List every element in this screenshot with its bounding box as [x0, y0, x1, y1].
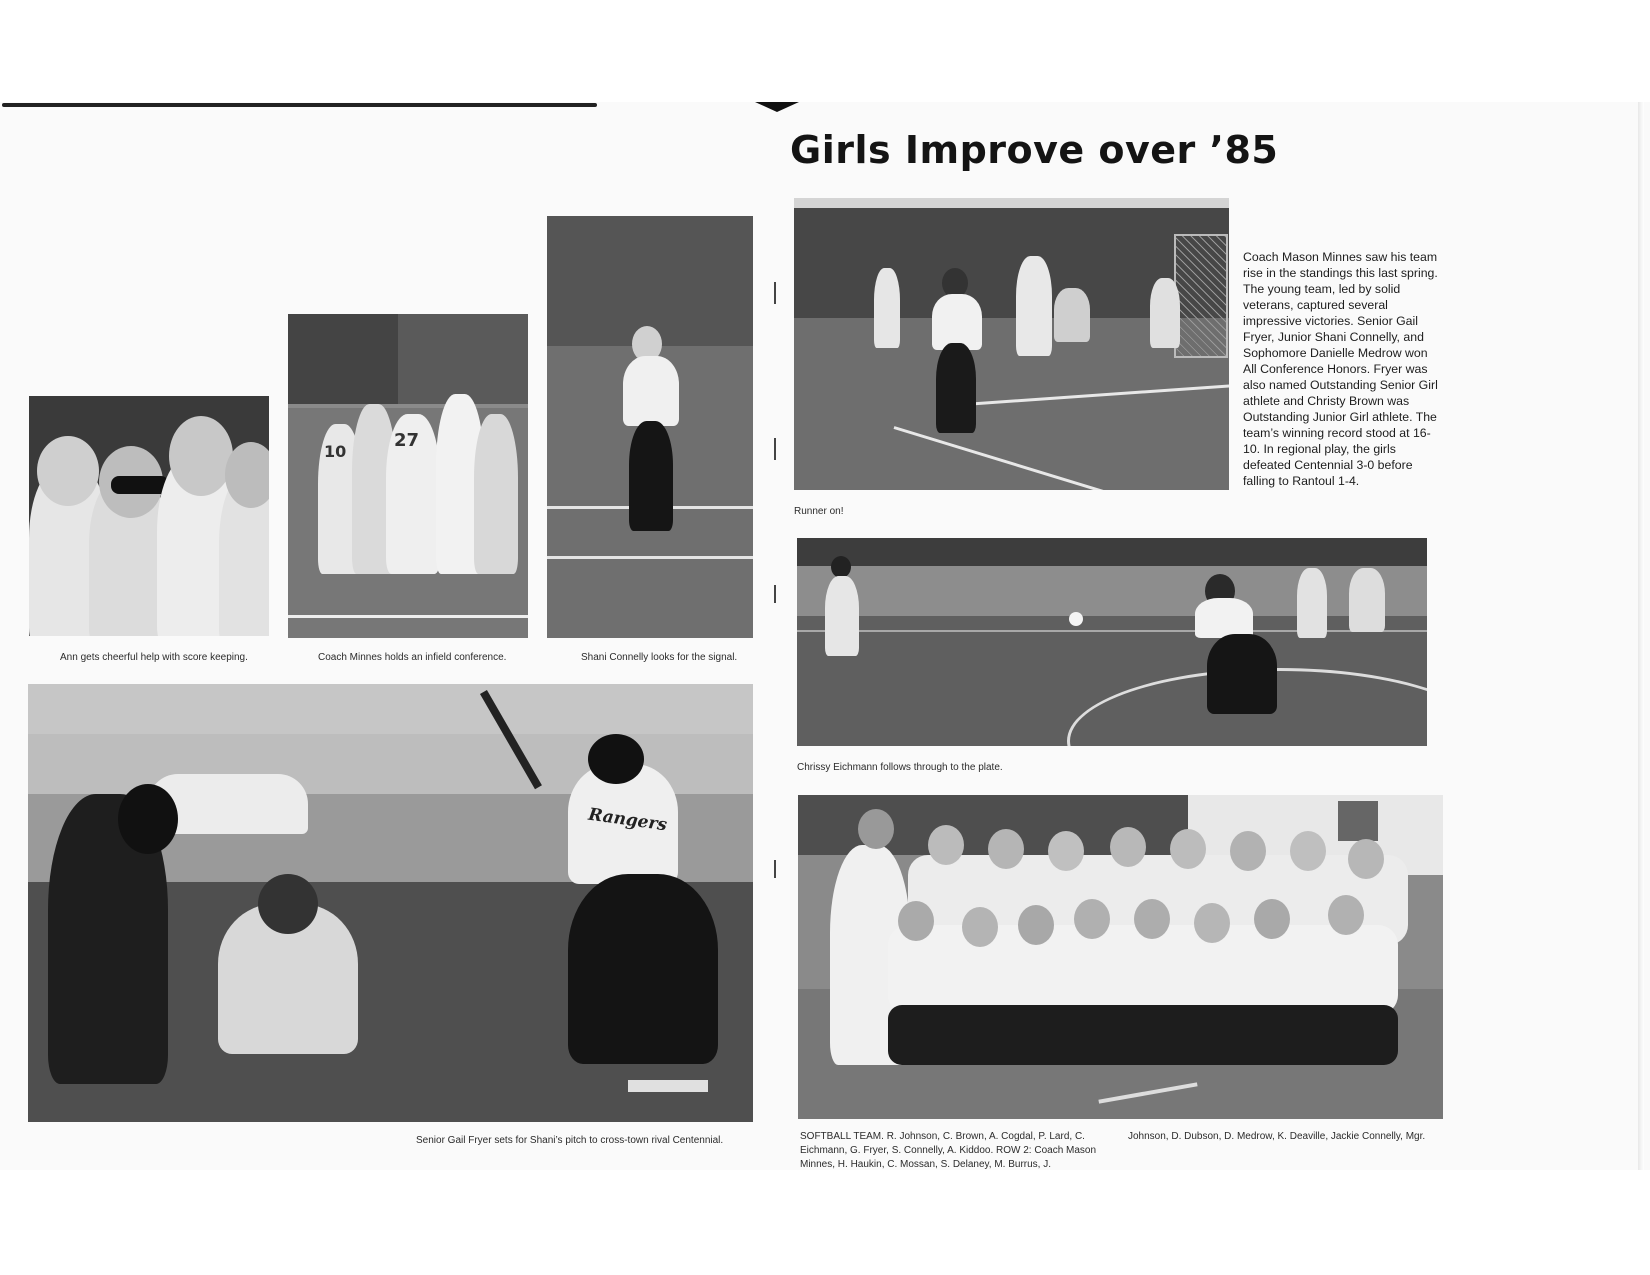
- gutter-tick: [774, 282, 776, 304]
- caption-follow-through: Chrissy Eichmann follows through to the plate.: [797, 762, 1003, 773]
- page-edge: [1638, 102, 1644, 1170]
- page-title: Girls Improve over ’85: [790, 128, 1279, 172]
- caption-looks-for-signal: Shani Connelly looks for the signal.: [581, 652, 738, 663]
- photo-looks-for-signal: [547, 216, 753, 638]
- caption-runner-on: Runner on!: [794, 506, 844, 517]
- article-paragraph: Coach Mason Minnes saw his team rise in the standings this last spring. The young team, led by solid veterans, captured several impressive victories. Senior Gail Fryer, Junior Shani Connelly, and Sophomore Danielle Medrow won All Conference Honors. Fryer was also named Outstanding Senior Girl athlete and Christy Brown was Outstanding Junior Girl athlete. The team’s winning record stood at 16-10. In regional play, the girls defeated Centennial 3-0 before falling to Rantoul 1-4.: [1243, 250, 1438, 488]
- article-body: [1243, 249, 1439, 489]
- gutter-tick: [774, 860, 776, 878]
- caption-score-keeping: Ann gets cheerful help with score keeping.: [60, 652, 248, 663]
- team-roster-col1: SOFTBALL TEAM. R. Johnson, C. Brown, A. Cogdal, P. Lard, C. Eichmann, G. Fryer, S. Connelly, A. Kiddoo. ROW 2: Coach Mason Minnes, H. Haukin, C. Mossan, S. Delaney, M. Burrus, J.: [800, 1131, 1097, 1170]
- shirt-lettering: Rangers: [586, 804, 669, 836]
- photo-pitcher-follow-through: [797, 538, 1427, 746]
- team-roster-col2: Johnson, D. Dubson, D. Medrow, K. Deaville, Jackie Connelly, Mgr.: [1128, 1131, 1426, 1142]
- gutter-tick: [774, 438, 776, 460]
- photo-runner-on: [794, 198, 1229, 490]
- gutter-tick: [774, 585, 776, 603]
- jersey-number: 27: [394, 430, 420, 451]
- photo-score-keeping: [29, 396, 269, 636]
- caption-gail-fryer: Senior Gail Fryer sets for Shani’s pitch to cross-town rival Centennial.: [416, 1135, 724, 1146]
- photo-softball-team: [798, 795, 1443, 1119]
- top-rule: [2, 103, 597, 107]
- photo-gail-fryer-at-bat: [28, 684, 753, 1122]
- photo-infield-conference: [288, 314, 528, 638]
- spine-mark: [755, 102, 799, 112]
- caption-infield-conference: Coach Minnes holds an infield conference.: [318, 652, 507, 663]
- jersey-number: 10: [324, 442, 347, 461]
